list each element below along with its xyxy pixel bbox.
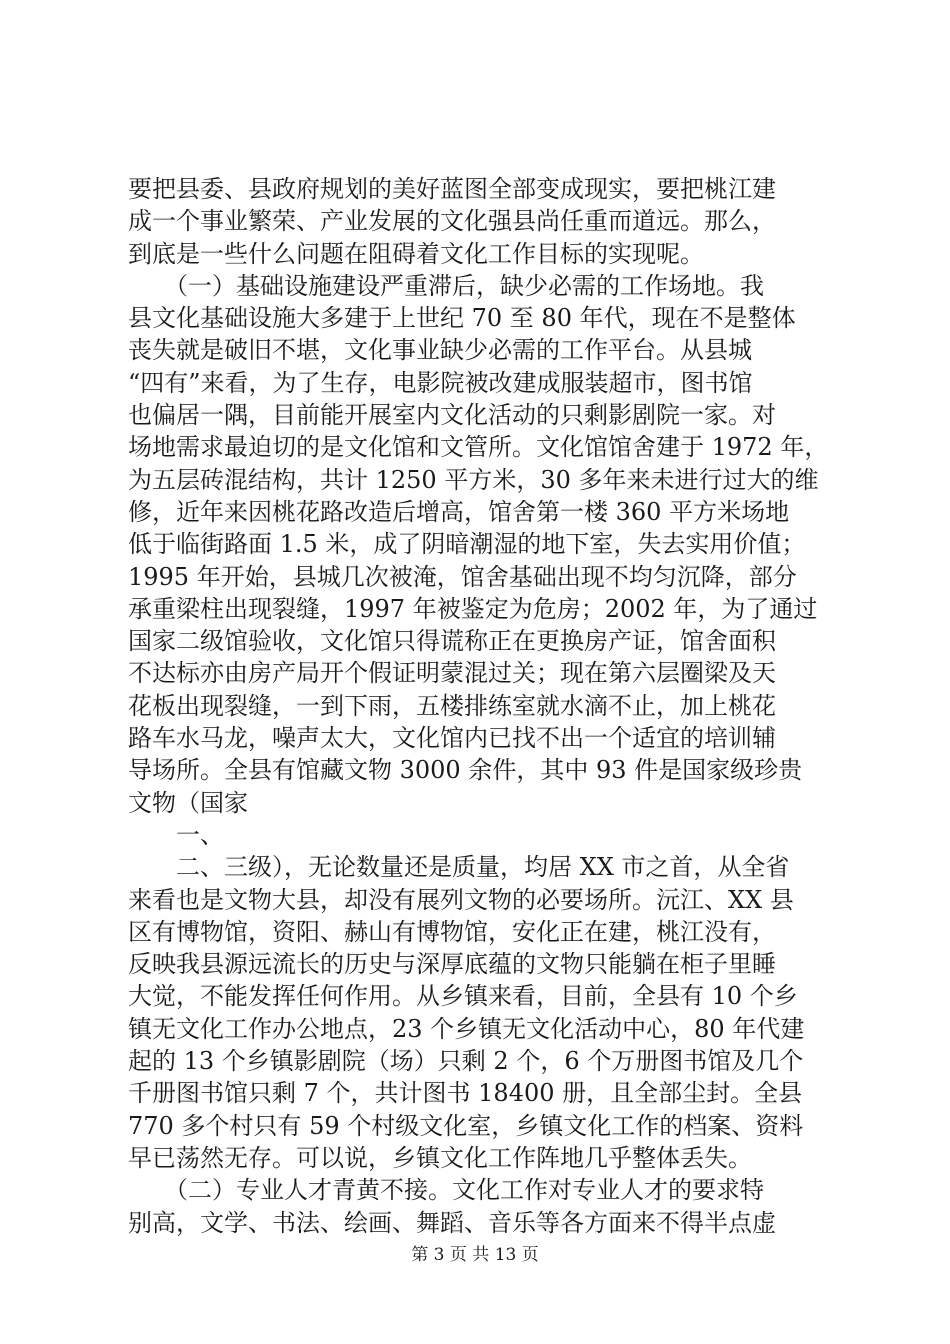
text-line: 区有博物馆，资阳、赫山有博物馆，安化正在建，桃江没有，: [128, 917, 776, 946]
text-line: 要把县委、县政府规划的美好蓝图全部变成现实，要把桃江建: [128, 175, 776, 203]
text-line: （二）专业人才青黄不接。文化工作对专业人才的要求特: [128, 1176, 764, 1205]
text-line: 国家二级馆验收，文化馆只得谎称正在更换房产证，馆舍面积: [128, 627, 776, 656]
text-line: 花板出现裂缝，一到下雨，五楼排练室就水滴不止，加上桃花: [128, 691, 776, 720]
text-line: 来看也是文物大县，却没有展列文物的必要场所。沅江、XX 县: [128, 885, 794, 914]
text-line: 早已荡然无存。可以说，乡镇文化工作阵地几乎整体丢失。: [128, 1143, 752, 1172]
text-line: 也偏居一隅，目前能开展室内文化活动的只剩影剧院一家。对: [128, 401, 776, 430]
text-line: 丧失就是破旧不堪，文化事业缺少必需的工作平台。从县城: [128, 336, 752, 365]
text-line: 不达标亦由房产局开个假证明蒙混过关；现在第六层圈梁及天: [128, 659, 776, 688]
text-line: （一）基础设施建设严重滞后，缺少必需的工作场地。我: [128, 271, 764, 300]
text-line: 场地需求最迫切的是文化馆和文管所。文化馆馆舍建于 1972 年，: [128, 433, 829, 462]
text-line: 二、三级），无论数量还是质量，均居 XX 市之首，从全省: [128, 853, 790, 882]
text-line: 修，近年来因桃花路改造后增高，馆舍第一楼 360 平方米场地: [128, 497, 790, 526]
text-line: 导场所。全县有馆藏文物 3000 余件，其中 93 件是国家级珍贵: [128, 756, 803, 785]
text-line: 镇无文化工作办公地点，23 个乡镇无文化活动中心，80 年代建: [128, 1014, 805, 1043]
text-line: 低于临街路面 1.5 米，成了阴暗潮湿的地下室，失去实用价值；: [128, 530, 806, 559]
text-line: 大觉，不能发挥任何作用。从乡镇来看，目前，全县有 10 个乡: [128, 982, 798, 1011]
text-line: 一、: [128, 820, 224, 849]
text-line: 到底是一些什么问题在阻碍着文化工作目标的实现呢。: [128, 239, 704, 268]
text-line: 路车水马龙，噪声太大，文化馆内已找不出一个适宜的培训辅: [128, 724, 776, 753]
text-line: 起的 13 个乡镇影剧院（场）只剩 2 个，6 个万册图书馆及几个: [128, 1047, 804, 1076]
text-line: 千册图书馆只剩 7 个，共计图书 18400 册，且全部尘封。全县: [128, 1079, 803, 1108]
text-line: 成一个事业繁荣、产业发展的文化强县尚任重而道远。那么，: [128, 207, 776, 236]
text-line: 1995 年开始，县城几次被淹，馆舍基础出现不均匀沉降，部分: [128, 562, 797, 591]
page-footer: 第 3 页 共 13 页: [411, 1245, 539, 1265]
text-line: 770 多个村只有 59 个村级文化室，乡镇文化工作的档案、资料: [128, 1111, 804, 1140]
body-text: [128, 173, 828, 1239]
text-line: 承重梁柱出现裂缝，1997 年被鉴定为危房；2002 年，为了通过: [128, 594, 818, 623]
text-line: 县文化基础设施大多建于上世纪 70 至 80 年代，现在不是整体: [128, 304, 796, 333]
text-line: 别高，文学、书法、绘画、舞蹈、音乐等各方面来不得半点虚: [128, 1208, 776, 1237]
text-line: 反映我县源远流长的历史与深厚底蕴的文物只能躺在柜子里睡: [128, 950, 776, 979]
text-line: “四有”来看，为了生存，电影院被改建成服装超市，图书馆: [128, 368, 753, 397]
text-line: 文物（国家: [128, 788, 248, 817]
text-line: 为五层砖混结构，共计 1250 平方米，30 多年来未进行过大的维: [128, 465, 819, 494]
